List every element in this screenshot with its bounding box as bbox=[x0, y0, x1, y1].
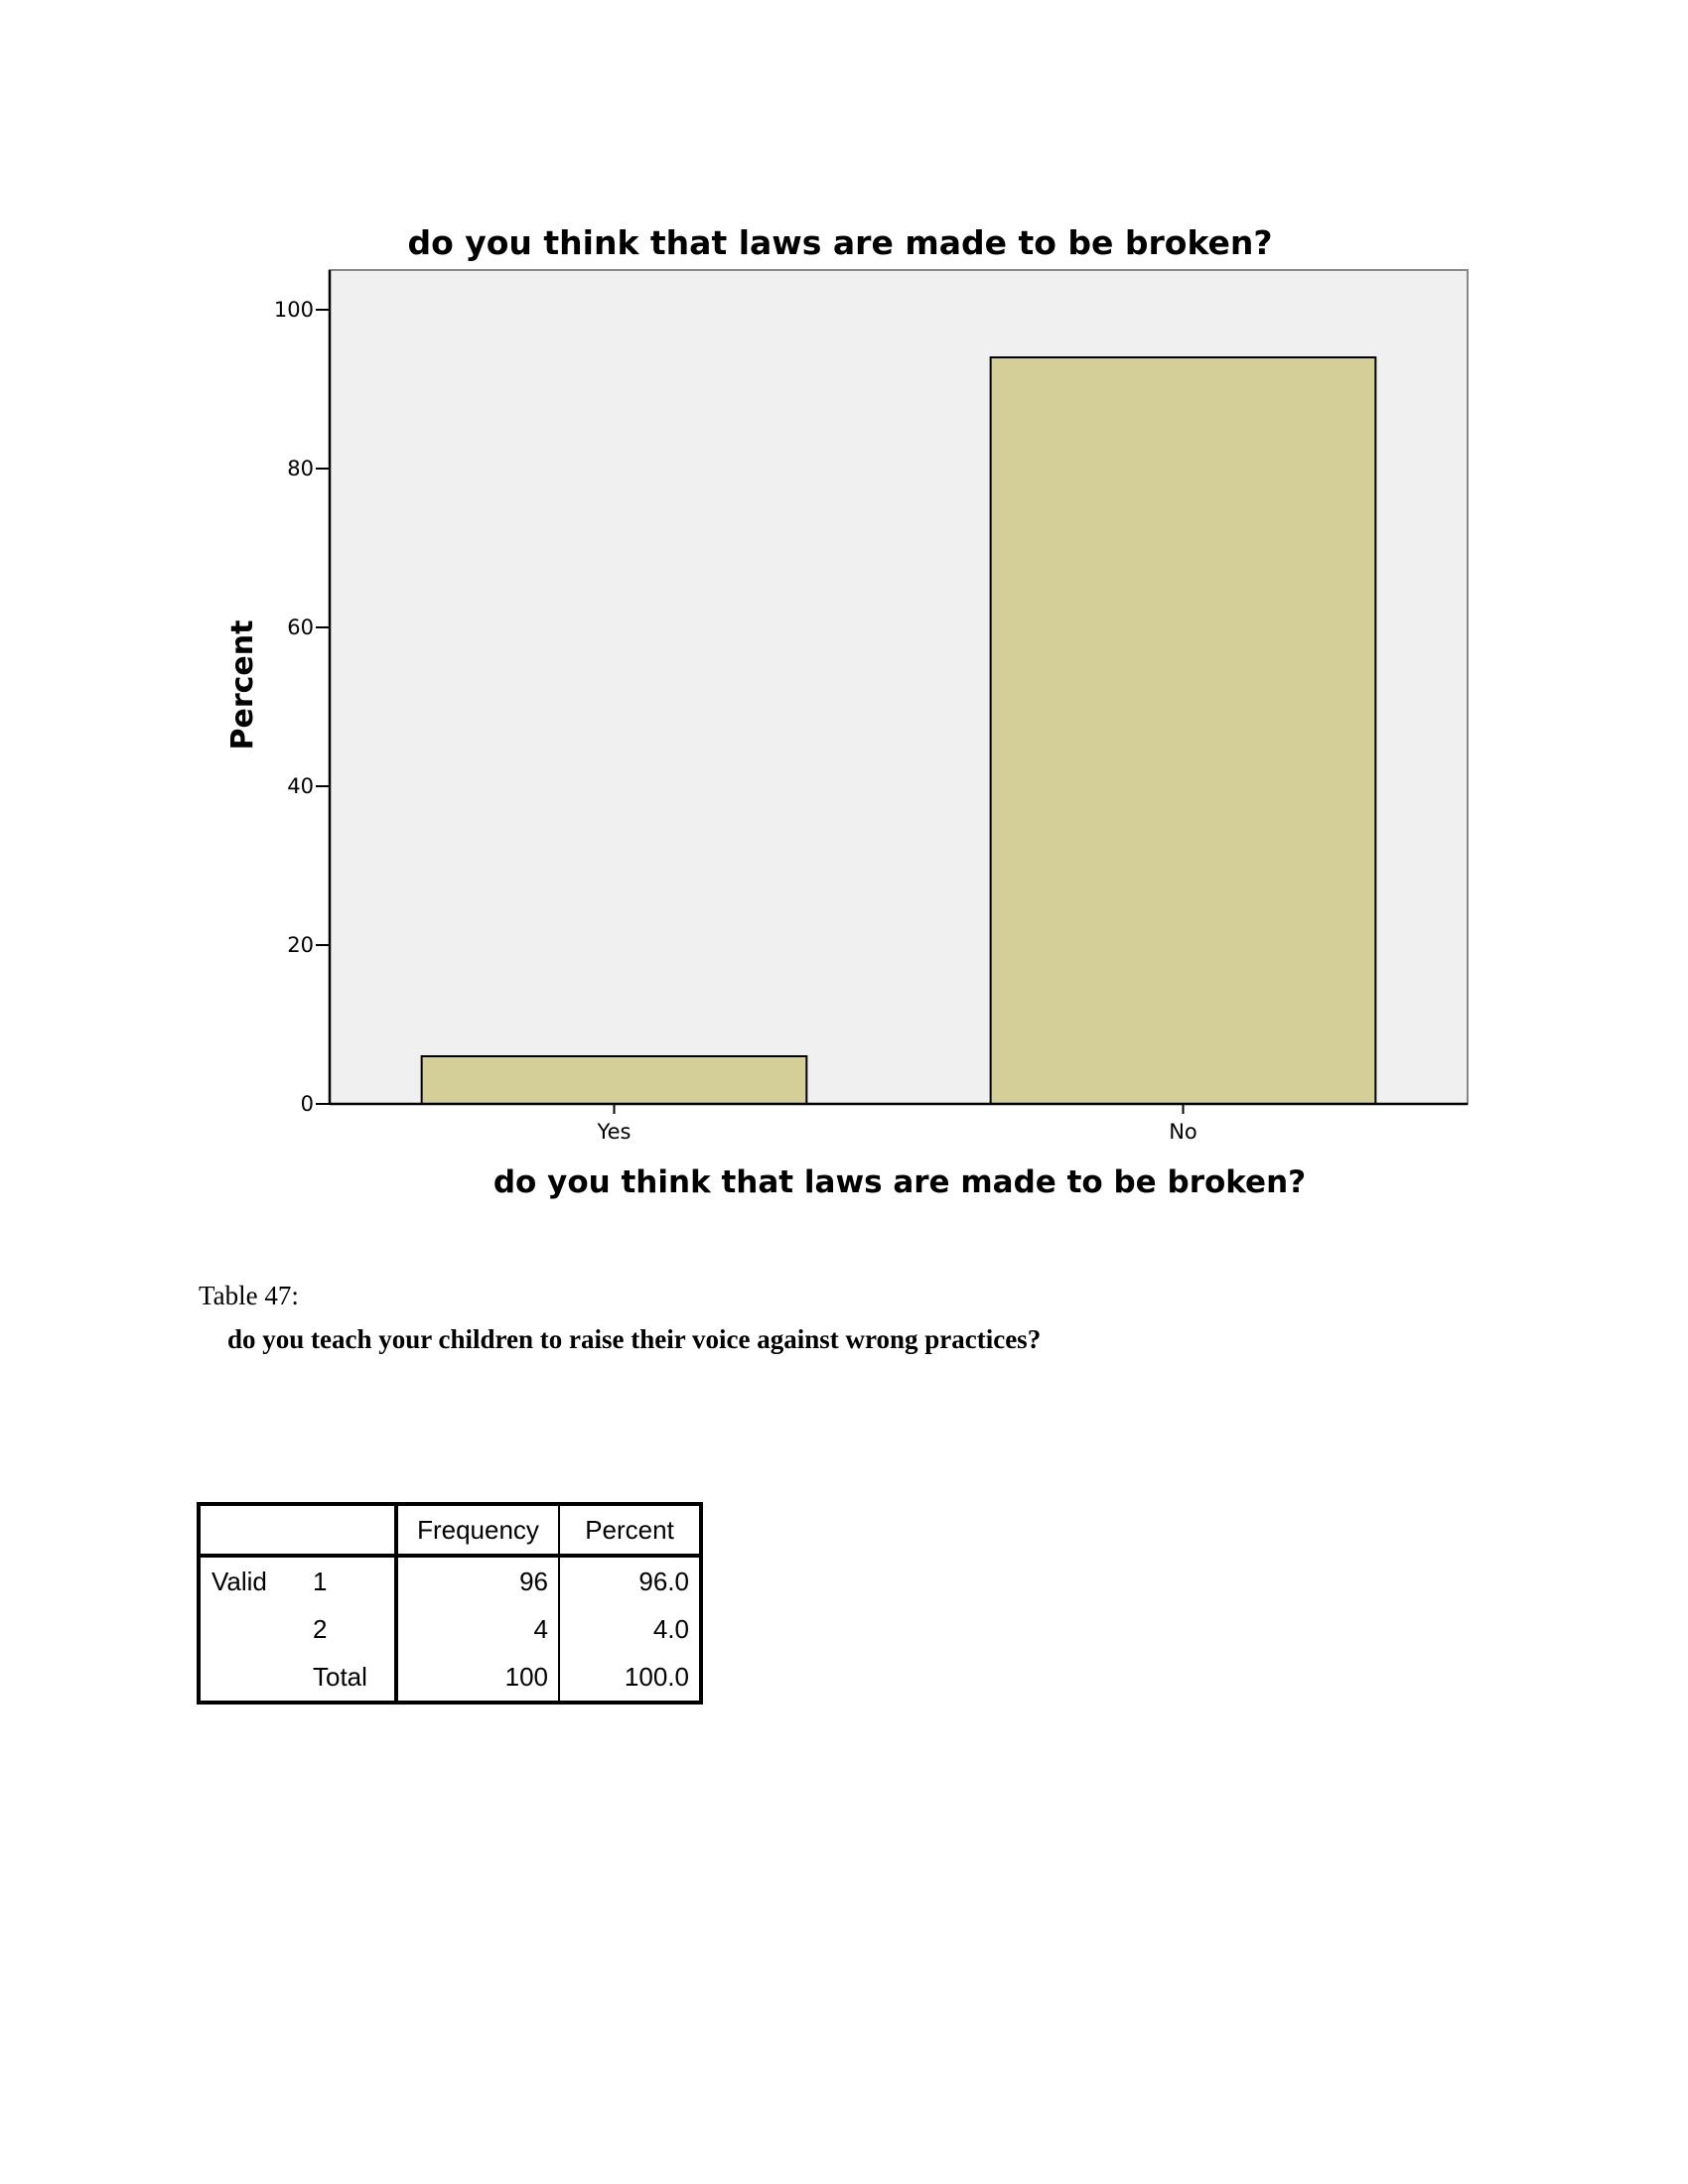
row-label: Valid bbox=[211, 1566, 267, 1596]
y-tick-label: 100 bbox=[273, 298, 314, 322]
row-label bbox=[199, 1653, 303, 1703]
y-axis-label: Percent bbox=[225, 619, 260, 751]
frequency-cell: 4 bbox=[396, 1605, 559, 1653]
x-axis-label: do you think that laws are made to be broken? bbox=[492, 1164, 1307, 1200]
percent-cell: 100.0 bbox=[624, 1661, 689, 1692]
y-tick-label: 60 bbox=[287, 615, 314, 639]
table-row bbox=[199, 1556, 701, 1605]
frequency-table bbox=[197, 1502, 703, 1705]
table-question-heading: do you teach your children to raise their voice against wrong practices? bbox=[227, 1324, 1042, 1354]
row-category: 1 bbox=[313, 1566, 328, 1596]
table-row bbox=[199, 1605, 701, 1653]
row-label bbox=[199, 1605, 303, 1653]
bar-no bbox=[991, 357, 1376, 1104]
y-tick-label: 0 bbox=[300, 1092, 314, 1116]
frequency-cell: 96 bbox=[396, 1556, 559, 1605]
percent-cell: 4.0 bbox=[652, 1613, 689, 1644]
header-cell bbox=[303, 1504, 396, 1556]
header-cell bbox=[199, 1504, 303, 1556]
y-tick-label: 40 bbox=[287, 774, 314, 798]
table-caption: Table 47: bbox=[199, 1281, 299, 1310]
row-category: 2 bbox=[313, 1613, 328, 1644]
x-tick-label: Yes bbox=[597, 1120, 632, 1144]
y-tick-label: 20 bbox=[287, 933, 314, 957]
x-tick-label: No bbox=[1169, 1120, 1197, 1144]
table-row bbox=[199, 1653, 701, 1703]
frequency-cell: 100 bbox=[396, 1653, 559, 1703]
row-category: Total bbox=[313, 1661, 367, 1692]
header-percent: Percent bbox=[559, 1504, 701, 1556]
table-header-row bbox=[199, 1504, 701, 1556]
chart-title: do you think that laws are made to be broken? bbox=[407, 223, 1273, 262]
percent-cell: 96.0 bbox=[638, 1566, 689, 1596]
y-tick-label: 80 bbox=[287, 457, 314, 480]
header-frequency: Frequency bbox=[396, 1504, 559, 1556]
bar-yes bbox=[422, 1056, 807, 1104]
